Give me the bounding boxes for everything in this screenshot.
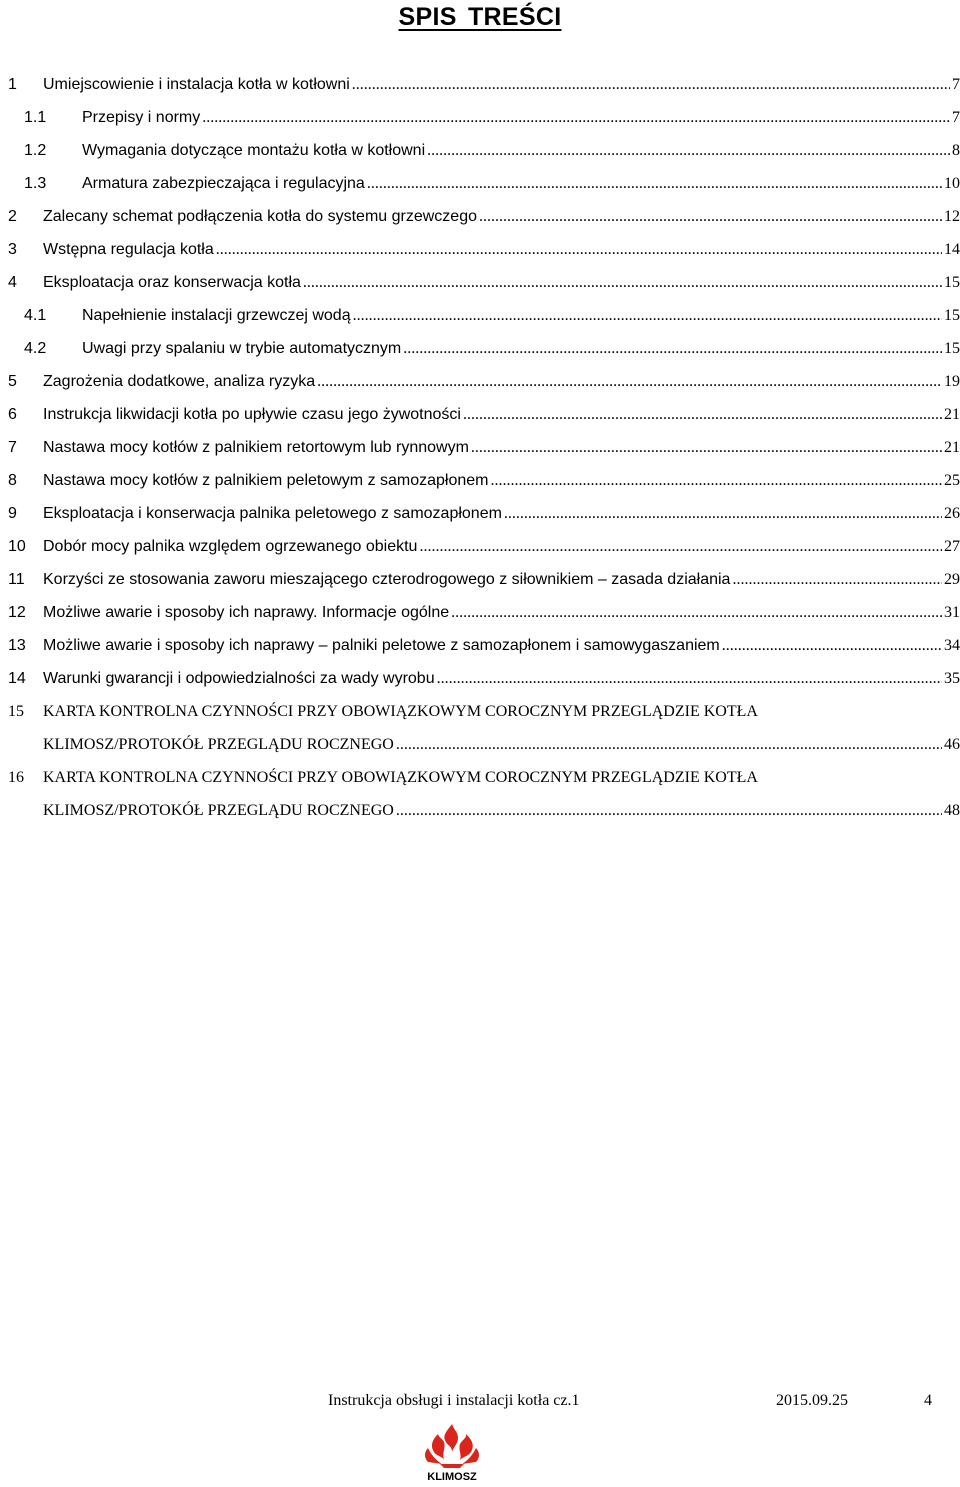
toc-entry[interactable] bbox=[0, 598, 960, 628]
toc-entry-number: 6 bbox=[8, 406, 17, 423]
toc-entry[interactable] bbox=[0, 433, 960, 463]
footer-doc-title: Instrukcja obsługi i instalacji kotła cz.1 bbox=[328, 1392, 580, 1409]
toc-entry-title: Możliwe awarie i sposoby ich naprawy – palniki peletowe z samozapłonem i samowygaszaniem bbox=[43, 637, 720, 654]
toc-entry-number: 3 bbox=[8, 241, 17, 258]
toc-entry-heading-line bbox=[0, 697, 960, 727]
toc-dot-leader bbox=[471, 439, 942, 457]
toc-entry-title: KLIMOSZ/PROTOKÓŁ PRZEGLĄDU ROCZNEGO bbox=[43, 802, 394, 819]
toc-entry[interactable] bbox=[0, 235, 960, 265]
logo-wordmark: KLIMOSZ bbox=[427, 1471, 477, 1482]
toc-entry-number: 9 bbox=[8, 505, 17, 522]
toc-entry-title: Korzyści ze stosowania zaworu mieszającego czterodrogowego z siłownikiem – zasada działania bbox=[43, 571, 731, 588]
toc-entry-title: Wymagania dotyczące montażu kotła w kotłowni bbox=[82, 142, 426, 159]
toc-entry[interactable] bbox=[0, 499, 960, 529]
toc-entry-page: 15 bbox=[944, 274, 960, 291]
toc-entry-number: 1.1 bbox=[24, 109, 47, 126]
toc-entry-page: 25 bbox=[944, 472, 960, 489]
toc-entry-page: 15 bbox=[944, 307, 960, 324]
toc-entry-page: 19 bbox=[944, 373, 960, 390]
toc-entry-page: 35 bbox=[944, 670, 960, 687]
toc-dot-leader bbox=[202, 109, 950, 127]
toc-dot-leader bbox=[504, 505, 942, 523]
toc-dot-leader bbox=[303, 274, 942, 292]
toc-entry-title: Przepisy i normy bbox=[82, 109, 201, 126]
toc-entry[interactable] bbox=[0, 136, 960, 166]
toc-entry[interactable] bbox=[0, 796, 960, 826]
toc-entry-number: 15 bbox=[8, 703, 24, 720]
toc-entry-number: 11 bbox=[8, 571, 25, 588]
toc-entry[interactable] bbox=[0, 466, 960, 496]
toc-entry-title: Zalecany schemat podłączenia kotła do systemu grzewczego bbox=[43, 208, 477, 225]
page-title: SPIS TREŚCI bbox=[398, 3, 562, 31]
toc-dot-leader bbox=[352, 76, 950, 94]
toc-dot-leader bbox=[419, 538, 942, 556]
toc-entry-title: Eksploatacja oraz konserwacja kotła bbox=[43, 274, 301, 291]
toc-entry-page: 7 bbox=[952, 109, 960, 126]
toc-entry-title-line1: KARTA KONTROLNA CZYNNOŚCI PRZY OBOWIĄZKOWYM COROCZNYM PRZEGLĄDZIE KOTŁA bbox=[43, 703, 758, 720]
toc-entry-number: 16 bbox=[8, 769, 24, 786]
toc-entry-page: 27 bbox=[944, 538, 960, 555]
page-title-wrap bbox=[0, 0, 960, 32]
toc-entry-page: 48 bbox=[944, 802, 960, 819]
toc-entry-number: 12 bbox=[8, 604, 26, 621]
toc-entry[interactable] bbox=[0, 532, 960, 562]
toc-dot-leader bbox=[463, 406, 942, 424]
toc-entry-page: 26 bbox=[944, 505, 960, 522]
toc-entry-title: Eksploatacja i konserwacja palnika peletowego z samozapłonem bbox=[43, 505, 502, 522]
toc-entry-heading-line bbox=[0, 763, 960, 793]
toc-entry[interactable] bbox=[0, 631, 960, 661]
toc-entry-number: 1.3 bbox=[24, 175, 47, 192]
toc-entry-title: Uwagi przy spalaniu w trybie automatycznym bbox=[82, 340, 402, 357]
toc-entry-title: Umiejscowienie i instalacja kotła w kotłowni bbox=[43, 76, 350, 93]
toc-dot-leader bbox=[396, 802, 942, 820]
toc-entry-page: 46 bbox=[944, 736, 960, 753]
toc-entry-title: Nastawa mocy kotłów z palnikiem retortowym lub rynnowym bbox=[43, 439, 469, 456]
toc-entry[interactable] bbox=[0, 202, 960, 232]
toc-entry-page: 12 bbox=[944, 208, 960, 225]
toc-entry-title-line1: KARTA KONTROLNA CZYNNOŚCI PRZY OBOWIĄZKOWYM COROCZNYM PRZEGLĄDZIE KOTŁA bbox=[43, 769, 758, 786]
toc-dot-leader bbox=[437, 670, 942, 688]
toc-dot-leader bbox=[732, 571, 942, 589]
toc-entry[interactable] bbox=[0, 70, 960, 100]
toc-entry[interactable] bbox=[0, 565, 960, 595]
toc-entry-title: Zagrożenia dodatkowe, analiza ryzyka bbox=[43, 373, 316, 390]
toc-entry[interactable] bbox=[0, 103, 960, 133]
toc-entry-title: Możliwe awarie i sposoby ich naprawy. Informacje ogólne bbox=[43, 604, 450, 621]
toc-dot-leader bbox=[491, 472, 942, 490]
toc-entry-title: KLIMOSZ/PROTOKÓŁ PRZEGLĄDU ROCZNEGO bbox=[43, 736, 394, 753]
toc-entry-number: 2 bbox=[8, 208, 17, 225]
footer-date: 2015.09.25 bbox=[776, 1392, 848, 1409]
toc-dot-leader bbox=[353, 307, 942, 325]
toc-entry-number: 10 bbox=[8, 538, 26, 555]
toc-entry-title: Napełnienie instalacji grzewczej wodą bbox=[82, 307, 351, 324]
toc-dot-leader bbox=[317, 373, 942, 391]
toc-entry-title: Dobór mocy palnika względem ogrzewanego obiektu bbox=[43, 538, 418, 555]
toc-dot-leader bbox=[396, 736, 942, 754]
toc-entry-number: 8 bbox=[8, 472, 17, 489]
toc-entry-number: 13 bbox=[8, 637, 26, 654]
toc-entry-number: 4 bbox=[8, 274, 17, 291]
flame-logo-icon bbox=[412, 1422, 492, 1482]
page-footer bbox=[0, 1392, 960, 1412]
toc-entry-number: 1 bbox=[8, 76, 17, 93]
toc-dot-leader bbox=[451, 604, 942, 622]
toc-entry-page: 14 bbox=[944, 241, 960, 258]
toc-entry-number: 7 bbox=[8, 439, 17, 456]
toc-entry[interactable] bbox=[0, 664, 960, 694]
toc-entry[interactable] bbox=[0, 334, 960, 364]
toc-entry[interactable] bbox=[0, 169, 960, 199]
toc-entry[interactable] bbox=[0, 367, 960, 397]
toc-entry-title: Warunki gwarancji i odpowiedzialności za wady wyrobu bbox=[43, 670, 435, 687]
toc-entry-page: 21 bbox=[944, 406, 960, 423]
toc-entry-number: 5 bbox=[8, 373, 17, 390]
toc-entry[interactable] bbox=[0, 301, 960, 331]
toc-dot-leader bbox=[216, 241, 942, 259]
toc-entry[interactable] bbox=[0, 400, 960, 430]
toc-entry-title: Nastawa mocy kotłów z palnikiem peletowym z samozapłonem bbox=[43, 472, 489, 489]
toc-entry-page: 15 bbox=[944, 340, 960, 357]
toc-dot-leader bbox=[427, 142, 950, 160]
toc-entry-number: 4.2 bbox=[24, 340, 47, 357]
footer-page-number: 4 bbox=[924, 1392, 932, 1409]
toc-entry-number: 4.1 bbox=[24, 307, 47, 324]
toc-entry[interactable] bbox=[0, 730, 960, 760]
toc-entry-page: 34 bbox=[944, 637, 960, 654]
toc-entry-page: 21 bbox=[944, 439, 960, 456]
toc-entry-title: Armatura zabezpieczająca i regulacyjna bbox=[82, 175, 365, 192]
toc-entry-page: 8 bbox=[952, 142, 960, 159]
toc-dot-leader bbox=[479, 208, 942, 226]
toc-entry-number: 1.2 bbox=[24, 142, 47, 159]
toc-entry-page: 10 bbox=[944, 175, 960, 192]
toc-entry-title: Instrukcja likwidacji kotła po upływie czasu jego żywotności bbox=[43, 406, 461, 423]
toc-entry-page: 31 bbox=[944, 604, 960, 621]
toc-dot-leader bbox=[722, 637, 942, 655]
toc-entry-page: 29 bbox=[944, 571, 960, 588]
toc-entry-number: 14 bbox=[8, 670, 26, 687]
klimosz-logo bbox=[412, 1422, 492, 1482]
toc-entry-page: 7 bbox=[952, 76, 960, 93]
toc-dot-leader bbox=[367, 175, 942, 193]
toc-entry-title: Wstępna regulacja kotła bbox=[43, 241, 214, 258]
toc-entry[interactable] bbox=[0, 268, 960, 298]
toc-dot-leader bbox=[403, 340, 942, 358]
